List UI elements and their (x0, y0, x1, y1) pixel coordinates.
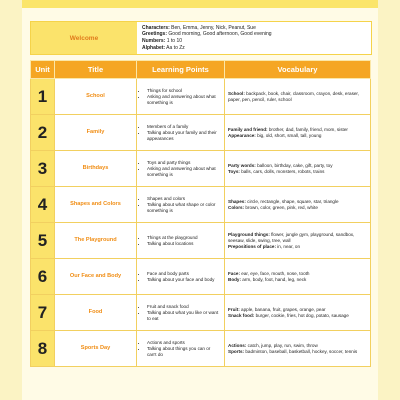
unit-number: 3 (31, 151, 55, 187)
welcome-line: Greetings: Good morning, Good afternoon, Good evening (142, 31, 272, 38)
welcome-line: Characters: Ben, Emma, Jenny, Nick, Peanut, Sue (142, 24, 256, 31)
learning-point: • Things at the playground (147, 235, 221, 241)
learning-points (137, 151, 225, 187)
top-strip (22, 0, 378, 8)
vocab-line: Face: ear, eye, face, mouth, nose, tooth (228, 270, 310, 276)
learning-point: • Talking about what you like or want to eat (147, 310, 221, 322)
vocab-line: Sports: badminton, baseball, basketball, hockey, soccer, tennis (228, 348, 358, 354)
vocab-line: Toys: balls, cars, dolls, monsters, robots, trains (228, 168, 325, 174)
table-row (31, 331, 371, 367)
learning-points (137, 115, 225, 151)
vocab-line: Fruit: apple, banana, fruit, grapes, orange, pear (228, 306, 326, 312)
learning-point: • Talking about what shape or color something is (147, 202, 221, 214)
unit-title: School (55, 79, 137, 115)
vocab-line: Colors: brown, color, green, pink, red, white (228, 204, 318, 210)
vocabulary (225, 259, 371, 295)
learning-points (137, 259, 225, 295)
vocabulary (225, 151, 371, 187)
header-vocabulary: Vocabulary (225, 61, 371, 79)
learning-point: • Talking about locations (147, 241, 221, 247)
unit-title: The Playground (55, 223, 137, 259)
learning-point: • Asking and answering about what something is (147, 166, 221, 178)
unit-title: Our Face and Body (55, 259, 137, 295)
table-row (31, 151, 371, 187)
learning-points (137, 79, 225, 115)
header-learning-points: Learning Points (137, 61, 225, 79)
vocabulary (225, 223, 371, 259)
vocab-line: Shapes: circle, rectangle, shape, square, star, triangle (228, 198, 339, 204)
learning-point: • Things for school (147, 88, 221, 94)
unit-number: 6 (31, 259, 55, 295)
table-header-row (31, 61, 371, 79)
vocab-line: Prepositions of place: in, near, on (228, 243, 301, 249)
unit-number: 1 (31, 79, 55, 115)
welcome-line: Alphabet: Aa to Zz (142, 44, 185, 51)
vocab-line: Snack food: burger, cookie, fries, hot dog, potato, sausage (228, 312, 349, 318)
learning-point: • Fruit and snack food (147, 304, 221, 310)
vocab-line: Appearance: big, old, short, small, tall, young (228, 132, 322, 138)
unit-number: 8 (31, 331, 55, 367)
learning-point: • Asking and answering about what something is (147, 94, 221, 106)
learning-point: • Members of a family (147, 124, 221, 130)
learning-point: • Talking about things you can or can't do (147, 346, 221, 358)
unit-title: Birthdays (55, 151, 137, 187)
learning-points (137, 295, 225, 331)
table-row (31, 187, 371, 223)
learning-point: • Talking about your face and body (147, 277, 221, 283)
unit-number: 4 (31, 187, 55, 223)
unit-number: 7 (31, 295, 55, 331)
unit-title: Food (55, 295, 137, 331)
learning-points (137, 223, 225, 259)
table-row (31, 223, 371, 259)
learning-points (137, 331, 225, 367)
welcome-label: Welcome (31, 22, 137, 54)
table-row (31, 259, 371, 295)
table-row (31, 79, 371, 115)
learning-point: • Shapes and colors (147, 196, 221, 202)
welcome-details (137, 22, 371, 54)
header-unit: Unit (31, 61, 55, 79)
unit-title: Family (55, 115, 137, 151)
welcome-box (30, 21, 372, 55)
vocab-line: Playground things: flower, jungle gym, playground, sandbox, seesaw, slide, swing, tree, wall (228, 231, 355, 243)
header-title: Title (55, 61, 137, 79)
vocab-line: Actions: catch, jump, play, run, swim, throw (228, 342, 318, 348)
learning-point: • Talking about your family and their appearances (147, 130, 221, 142)
unit-number: 2 (31, 115, 55, 151)
vocabulary (225, 79, 371, 115)
learning-points (137, 187, 225, 223)
learning-point: • Face and body parts (147, 271, 221, 277)
table-row (31, 295, 371, 331)
vocabulary (225, 187, 371, 223)
vocab-line: Family and friend: brother, dad, family, friend, mom, sister (228, 126, 348, 132)
vocabulary (225, 331, 371, 367)
vocab-line: Party words: balloon, birthday, cake, gift, party, toy (228, 162, 333, 168)
vocabulary (225, 115, 371, 151)
unit-title: Sports Day (55, 331, 137, 367)
units-table (30, 60, 371, 367)
unit-title: Shapes and Colors (55, 187, 137, 223)
unit-number: 5 (31, 223, 55, 259)
vocab-line: School: backpack, book, chair, classroom, crayon, desk, eraser, paper, pen, pencil, ruler, school (228, 90, 359, 102)
learning-point: • Actions and sports (147, 340, 221, 346)
welcome-line: Numbers: 1 to 10 (142, 38, 183, 44)
vocab-line: Body: arm, body, foot, hand, leg, neck (228, 276, 307, 282)
table-row (31, 115, 371, 151)
learning-point: • Toys and party things (147, 160, 221, 166)
page-sheet (22, 0, 378, 400)
vocabulary (225, 295, 371, 331)
